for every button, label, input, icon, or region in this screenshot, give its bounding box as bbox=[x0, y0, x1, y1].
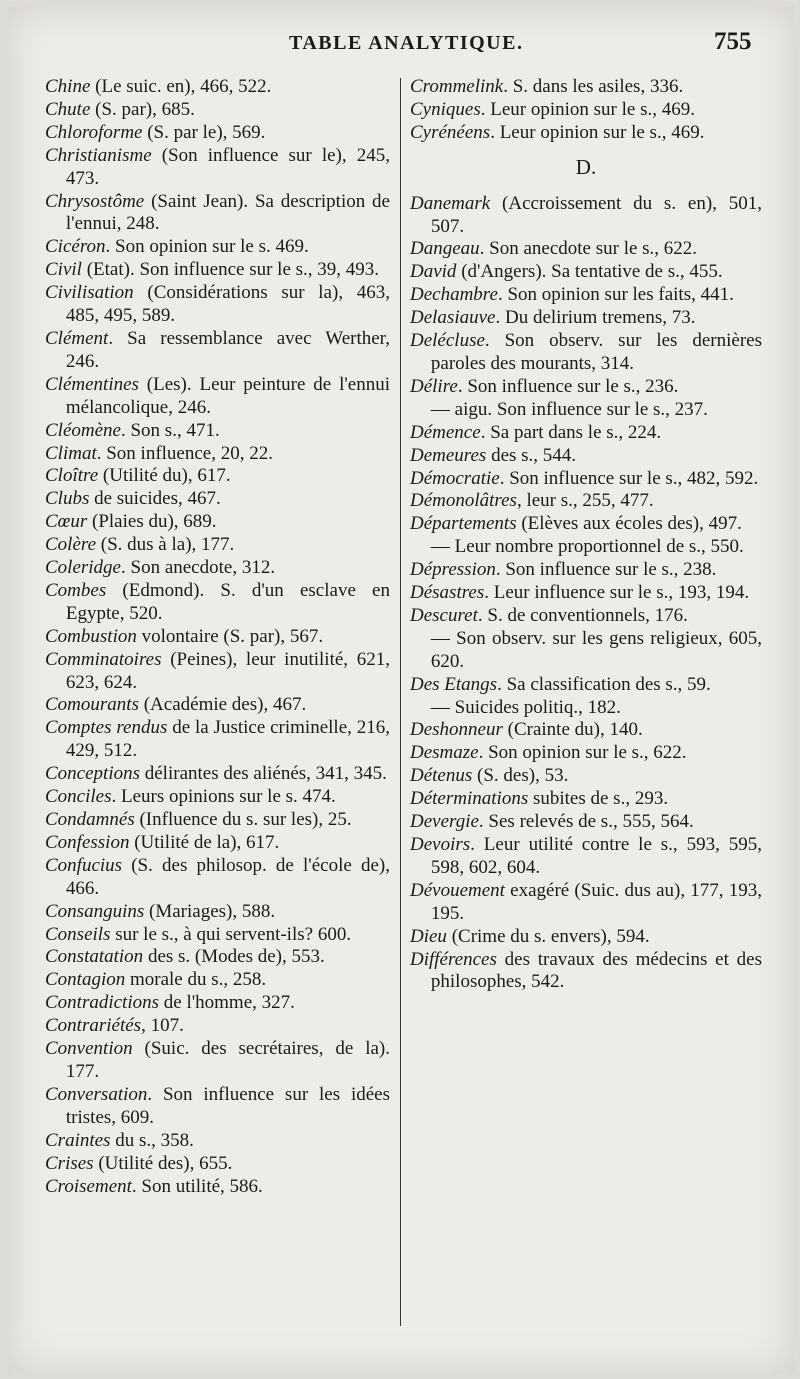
index-references: . Son observ. sur les dernières paroles des mourants, 314. bbox=[430, 330, 762, 374]
index-references: . Du delirium tremens, 73. bbox=[495, 307, 696, 329]
index-references: . Son influence sur le s., 238. bbox=[495, 559, 717, 581]
index-entry bbox=[45, 786, 390, 809]
index-references: . Son influence sur le s., 236. bbox=[457, 375, 679, 397]
index-entry bbox=[45, 1084, 390, 1130]
index-term: Comourants bbox=[45, 694, 139, 716]
index-entry bbox=[45, 374, 390, 420]
index-term: Dévouement bbox=[410, 879, 505, 901]
index-references: , 107. bbox=[141, 1015, 184, 1037]
index-term: Devergie bbox=[410, 811, 479, 833]
index-entry bbox=[45, 282, 390, 328]
index-references: . S. de conventionnels, 176. bbox=[477, 604, 688, 626]
index-term: Confucius bbox=[45, 854, 123, 876]
index-entry bbox=[45, 763, 390, 786]
index-term: Delécluse bbox=[410, 330, 485, 352]
index-term: Croisement bbox=[45, 1175, 132, 1197]
index-entry bbox=[410, 307, 762, 330]
index-references: (Considérations sur la), 463, 485, 495, 589. bbox=[65, 282, 390, 327]
index-entry bbox=[45, 259, 390, 282]
index-references: . Son opinion sur le s., 622. bbox=[478, 742, 687, 764]
index-references: (S. des philosop. de l'école de), 466. bbox=[65, 854, 390, 899]
index-term: Civilisation bbox=[45, 282, 134, 304]
index-references: (Mariages), 588. bbox=[144, 900, 276, 922]
index-references: (Crime du s. envers), 594. bbox=[446, 925, 650, 947]
index-term: Cicéron bbox=[45, 236, 106, 258]
index-entry bbox=[45, 420, 390, 443]
index-term: Delasiauve bbox=[410, 307, 496, 329]
index-entry bbox=[45, 1130, 390, 1153]
index-entry bbox=[45, 924, 390, 947]
index-references: . Son anecdote, 312. bbox=[121, 557, 276, 579]
index-term: David bbox=[410, 261, 457, 283]
index-references: . Son influence, 20, 22. bbox=[96, 442, 273, 464]
index-references: (d'Angers). Sa tentative de s., 455. bbox=[456, 261, 723, 283]
index-entry bbox=[45, 694, 390, 717]
index-term: Coleridge bbox=[45, 557, 121, 579]
index-references: . Leur utilité contre le s., 593, 595, 598, 602, 604. bbox=[430, 834, 762, 878]
index-references: morale du s., 258. bbox=[125, 969, 267, 991]
index-term: Deshonneur bbox=[410, 719, 503, 741]
index-entry bbox=[410, 559, 762, 582]
index-term: Cléomène bbox=[45, 419, 121, 441]
index-term: Déterminations bbox=[410, 788, 529, 810]
index-references: (Les). Leur peinture de l'ennui mélancolique, 246. bbox=[65, 373, 390, 418]
index-references: (S. dus à la), 177. bbox=[96, 534, 235, 556]
index-references: (Saint Jean). Sa description de l'ennui, 248. bbox=[65, 190, 390, 235]
index-term: Cyniques bbox=[410, 98, 481, 120]
index-entry bbox=[45, 832, 390, 855]
index-references: — Suicides politiq., 182. bbox=[430, 696, 621, 718]
page-header bbox=[0, 28, 800, 62]
index-term: Chrysostôme bbox=[45, 190, 145, 212]
index-entry bbox=[45, 1153, 390, 1176]
index-entry bbox=[410, 513, 762, 536]
index-references: . Sa classification des s., 59. bbox=[497, 673, 711, 695]
index-references: (Peines), leur inutilité, 621, 623, 624. bbox=[65, 648, 390, 693]
index-references: . Leur influence sur le s., 193, 194. bbox=[484, 582, 750, 604]
index-term: Civil bbox=[45, 259, 82, 281]
index-term: Descuret bbox=[410, 604, 478, 626]
index-references: . Son opinion sur les faits, 441. bbox=[497, 284, 734, 306]
index-entry bbox=[410, 490, 762, 513]
index-term: Cloître bbox=[45, 465, 99, 487]
index-references: (Le suic. en), 466, 522. bbox=[90, 76, 272, 97]
index-references: (Utilité des), 655. bbox=[93, 1152, 233, 1174]
index-term: Dechambre bbox=[410, 284, 498, 306]
index-references: — aigu. Son influence sur le s., 237. bbox=[430, 398, 708, 420]
index-references: (Utilité de la), 617. bbox=[129, 831, 280, 853]
index-references: exagéré (Suic. dus au), 177, 193, 195. bbox=[430, 879, 762, 924]
index-entry bbox=[410, 261, 762, 284]
index-references: . Leur opinion sur le s., 469. bbox=[480, 98, 695, 120]
index-references: . Ses relevés de s., 555, 564. bbox=[478, 811, 694, 833]
index-entry bbox=[410, 330, 762, 376]
index-entry bbox=[45, 557, 390, 580]
index-term: Conversation bbox=[45, 1083, 148, 1105]
index-references: . Son anecdote sur le s., 622. bbox=[479, 238, 698, 260]
index-entry bbox=[410, 788, 762, 811]
index-entry bbox=[45, 969, 390, 992]
index-term: Crommelink bbox=[410, 76, 504, 97]
index-term: Des Etangs bbox=[410, 673, 498, 695]
index-entry bbox=[45, 534, 390, 557]
index-term: Chine bbox=[45, 76, 91, 97]
index-term: Démocratie bbox=[410, 467, 500, 489]
index-references: , leur s., 255, 477. bbox=[516, 490, 654, 512]
index-term: Colère bbox=[45, 534, 97, 556]
index-references: (Elèves aux écoles des), 497. bbox=[516, 513, 742, 535]
index-entry bbox=[45, 580, 390, 626]
index-entry bbox=[410, 76, 762, 99]
index-term: Cyrénéens bbox=[410, 121, 491, 143]
index-entry bbox=[45, 626, 390, 649]
index-references: (S. des), 53. bbox=[472, 765, 569, 787]
index-references: du s., 358. bbox=[110, 1129, 194, 1151]
index-entry bbox=[45, 76, 390, 99]
index-entry bbox=[45, 901, 390, 924]
index-term: Délire bbox=[410, 375, 458, 397]
index-references: . Leurs opinions sur le s. 474. bbox=[111, 786, 336, 808]
index-references: . Son opinion sur le s. 469. bbox=[105, 236, 309, 258]
index-term: Conseils bbox=[45, 923, 111, 945]
index-term: Combes bbox=[45, 579, 107, 601]
index-term: Dangeau bbox=[410, 238, 480, 260]
index-term: Conciles bbox=[45, 786, 112, 808]
index-entry bbox=[45, 145, 390, 191]
index-term: Climat bbox=[45, 442, 97, 464]
index-references: (Crainte du), 140. bbox=[502, 719, 643, 741]
index-entry bbox=[410, 811, 762, 834]
index-term: Comptes rendus bbox=[45, 717, 168, 739]
index-references: — Son observ. sur les gens religieux, 605, 620. bbox=[430, 627, 762, 672]
index-term: Dépression bbox=[410, 559, 496, 581]
index-term: Cœur bbox=[45, 511, 88, 533]
index-entry bbox=[410, 99, 762, 122]
index-references: — Leur nombre proportionnel de s., 550. bbox=[430, 536, 744, 558]
index-entry bbox=[410, 765, 762, 788]
index-references: (Son influence sur le), 245, 473. bbox=[65, 144, 390, 189]
index-term: Devoirs bbox=[410, 834, 471, 855]
index-term: Désastres bbox=[410, 582, 485, 604]
index-entry bbox=[410, 376, 762, 399]
index-references: (Influence du s. sur les), 25. bbox=[134, 809, 352, 830]
index-references: des travaux des médecins et des philosophes, 542. bbox=[430, 948, 762, 993]
index-references: . Son s., 471. bbox=[120, 419, 220, 441]
index-references: de l'homme, 327. bbox=[159, 992, 295, 1014]
index-references: des s. (Modes de), 553. bbox=[143, 946, 325, 968]
index-entry bbox=[45, 855, 390, 901]
index-entry bbox=[45, 191, 390, 237]
index-references: sur le s., à qui servent-ils? 600. bbox=[110, 923, 352, 945]
index-references: (Etat). Son influence sur le s., 39, 493. bbox=[81, 259, 380, 281]
index-term: Clément bbox=[45, 327, 109, 349]
index-term: Craintes bbox=[45, 1129, 111, 1151]
index-entry bbox=[45, 1038, 390, 1084]
index-subentry bbox=[410, 536, 762, 559]
index-references: . Leur opinion sur le s., 469. bbox=[490, 121, 705, 143]
index-entry bbox=[410, 582, 762, 605]
index-references: . Son influence sur les idées tristes, 609. bbox=[65, 1083, 390, 1128]
index-entry bbox=[410, 445, 762, 468]
index-entry bbox=[410, 719, 762, 742]
index-entry bbox=[45, 649, 390, 695]
index-references: (Edmond). S. d'un esclave en Egypte, 520. bbox=[65, 579, 390, 624]
index-references: (Plaies du), 689. bbox=[87, 511, 217, 533]
index-entry bbox=[45, 488, 390, 511]
index-term: Comminatoires bbox=[45, 648, 162, 670]
left-column bbox=[45, 76, 390, 1198]
index-references: subites de s., 293. bbox=[528, 788, 669, 810]
index-entry bbox=[45, 992, 390, 1015]
index-term: Chute bbox=[45, 98, 91, 120]
index-term: Démonolâtres bbox=[410, 490, 517, 512]
index-entry bbox=[410, 674, 762, 697]
index-entry bbox=[45, 511, 390, 534]
index-term: Danemark bbox=[410, 192, 491, 214]
index-entry bbox=[45, 1176, 390, 1199]
index-entry bbox=[45, 1015, 390, 1038]
index-entry bbox=[45, 946, 390, 969]
index-entry bbox=[45, 328, 390, 374]
index-references: . Son utilité, 586. bbox=[131, 1175, 263, 1197]
index-references: . Son influence sur le s., 482, 592. bbox=[499, 467, 759, 489]
index-entry bbox=[410, 238, 762, 261]
index-entry bbox=[45, 236, 390, 259]
index-references: (Académie des), 467. bbox=[138, 694, 307, 716]
index-entry bbox=[410, 468, 762, 491]
index-term: Constatation bbox=[45, 946, 144, 968]
index-term: Consanguins bbox=[45, 900, 145, 922]
index-entry bbox=[45, 465, 390, 488]
index-references: volontaire (S. par), 567. bbox=[136, 625, 324, 647]
index-entry bbox=[410, 284, 762, 307]
index-term: Clémentines bbox=[45, 373, 139, 395]
index-term: Chloroforme bbox=[45, 121, 143, 143]
index-term: Dieu bbox=[410, 925, 447, 947]
section-letter: D. bbox=[575, 154, 597, 179]
index-references: de la Justice criminelle, 216, 429, 512. bbox=[65, 717, 390, 762]
index-term: Desmaze bbox=[410, 742, 479, 764]
right-entries-d bbox=[410, 193, 762, 995]
index-subentry bbox=[410, 399, 762, 422]
index-entry bbox=[45, 99, 390, 122]
index-term: Départements bbox=[410, 513, 517, 535]
index-term: Clubs bbox=[45, 488, 90, 510]
index-term: Christianisme bbox=[45, 144, 152, 166]
index-entry bbox=[410, 193, 762, 239]
index-term: Contradictions bbox=[45, 992, 160, 1014]
index-references: (Suic. des secrétaires, de la). 177. bbox=[65, 1038, 390, 1082]
index-references: des s., 544. bbox=[486, 444, 577, 466]
index-term: Démence bbox=[410, 421, 481, 443]
index-term: Conceptions bbox=[45, 763, 140, 785]
index-entry bbox=[410, 742, 762, 765]
index-term: Demeures bbox=[410, 444, 487, 466]
index-subentry bbox=[410, 628, 762, 674]
index-references: . Sa part dans le s., 224. bbox=[480, 421, 662, 443]
index-entry bbox=[45, 717, 390, 763]
right-entries-c bbox=[410, 76, 762, 145]
index-entry bbox=[410, 880, 762, 926]
index-entry bbox=[410, 122, 762, 145]
index-term: Convention bbox=[45, 1038, 133, 1060]
index-term: Détenus bbox=[410, 765, 473, 787]
index-references: de suicides, 467. bbox=[89, 488, 221, 510]
index-entry bbox=[410, 605, 762, 628]
index-references: (Utilité du), 617. bbox=[98, 465, 231, 487]
index-entry bbox=[45, 443, 390, 466]
index-references: . Sa ressemblance avec Werther, 246. bbox=[65, 327, 390, 372]
index-entry bbox=[45, 809, 390, 832]
page-number: 755 bbox=[714, 28, 752, 55]
index-entry bbox=[45, 122, 390, 145]
right-column bbox=[410, 76, 762, 994]
index-term: Condamnés bbox=[45, 809, 135, 830]
index-term: Contagion bbox=[45, 969, 126, 991]
running-title: TABLE ANALYTIQUE. bbox=[289, 32, 524, 54]
index-term: Confession bbox=[45, 831, 130, 853]
index-references: délirantes des aliénés, 341, 345. bbox=[140, 763, 387, 785]
index-references: (S. par), 685. bbox=[90, 98, 195, 120]
index-entry bbox=[410, 834, 762, 880]
index-term: Différences bbox=[410, 948, 497, 970]
index-entry bbox=[410, 926, 762, 949]
index-term: Contrariétés bbox=[45, 1015, 142, 1037]
index-references: (S. par le), 569. bbox=[142, 121, 266, 143]
index-references: (Accroissement du s. en), 501, 507. bbox=[430, 192, 762, 237]
index-term: Crises bbox=[45, 1152, 94, 1174]
index-references: . S. dans les asiles, 336. bbox=[503, 76, 684, 97]
index-entry bbox=[410, 422, 762, 445]
index-subentry bbox=[410, 697, 762, 720]
column-divider bbox=[400, 78, 401, 1326]
index-term: Combustion bbox=[45, 625, 137, 647]
index-entry bbox=[410, 949, 762, 995]
